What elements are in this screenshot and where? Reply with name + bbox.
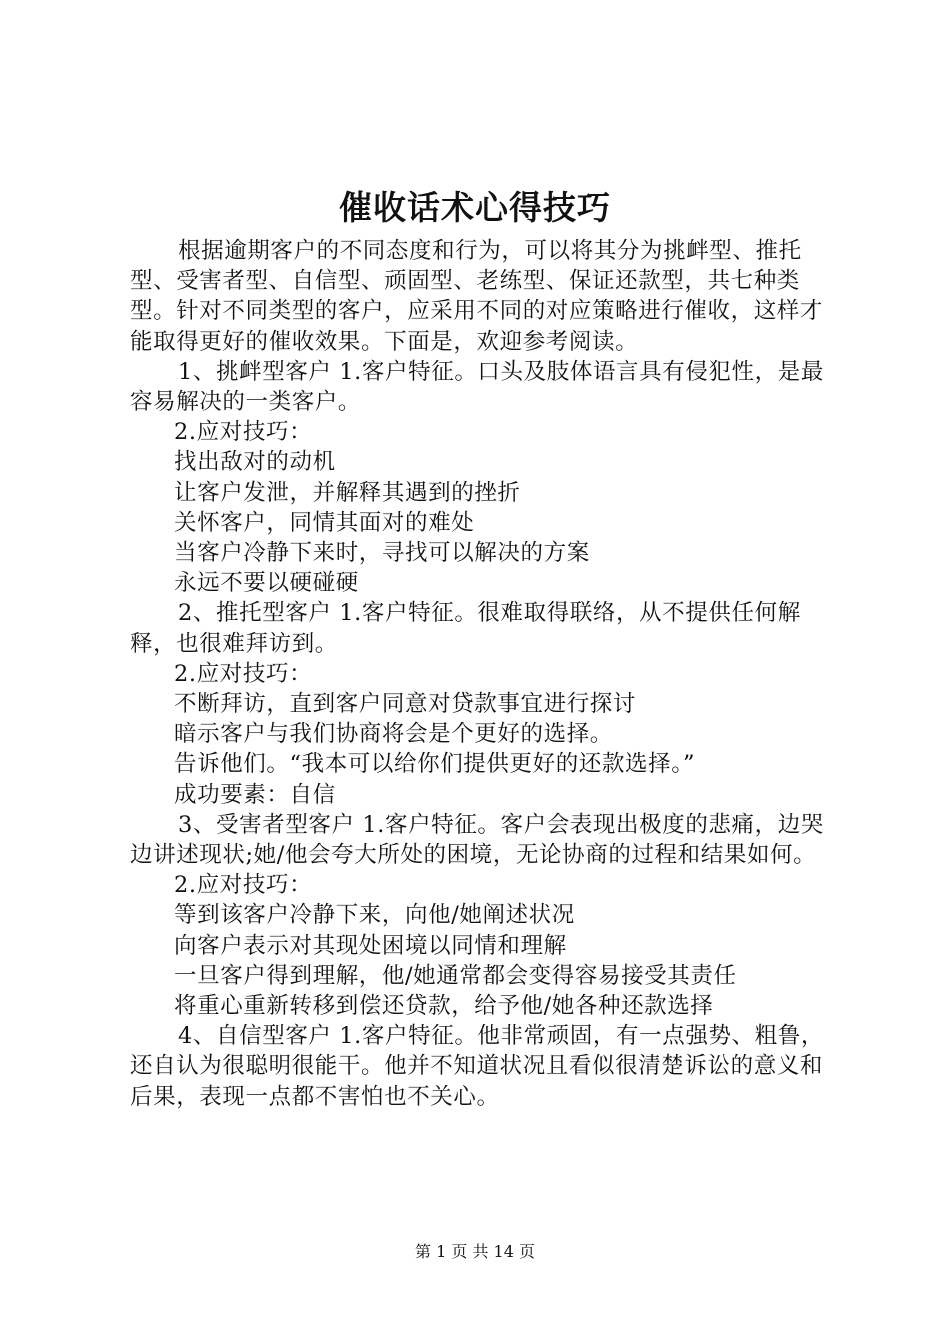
text-line: 永远不要以硬碰硬 (174, 570, 359, 597)
text-line: 关怀客户，同情其面对的难处 (174, 509, 475, 536)
text-line: 告诉他们。“我本可以给你们提供更好的还款选择。” (174, 751, 696, 778)
text-line: 不断拜访，直到客户同意对贷款事宜进行探讨 (174, 691, 637, 718)
paragraph: 根据逾期客户的不同态度和行为，可以将其分为挑衅型、推托型、受害者型、自信型、顽固型、老练型、保证还款型，共七种类型。针对不同类型的客户，应采用不同的对应策略进行催收，这样才能取得更好的催收效果。下面是，欢迎参考阅读。 (130, 238, 824, 355)
text-line: 暗示客户与我们协商将会是个更好的选择。 (174, 721, 613, 748)
page-footer: 第 1 页 共 14 页 (415, 1242, 535, 1261)
text-line: 将重心重新转移到偿还贷款，给予他/她各种还款选择 (174, 993, 714, 1020)
text-line: 一旦客户得到理解，他/她通常都会变得容易接受其责任 (174, 962, 737, 989)
text-line: 向客户表示对其现处困境以同情和理解 (174, 932, 567, 959)
text-line: 2.应对技巧： (174, 660, 313, 687)
paragraph: 2、推托型客户 1.客户特征。很难取得联络，从不提供任何解释，也很难拜访到。 (130, 600, 801, 657)
text-line: 2.应对技巧： (174, 872, 313, 899)
text-line: 让客户发泄，并解释其遇到的挫折 (174, 479, 521, 506)
text-line: 2.应对技巧： (174, 419, 313, 446)
paragraph: 1、挑衅型客户 1.客户特征。口头及肢体语言具有侵犯性，是最容易解决的一类客户。 (130, 358, 824, 416)
text-line: 等到该客户冷静下来，向他/她阐述状况 (174, 902, 575, 929)
document-title: 催收话术心得技巧 (339, 188, 611, 227)
text-line: 当客户冷静下来时，寻找可以解决的方案 (174, 540, 590, 567)
text-line: 找出敌对的动机 (174, 449, 336, 476)
text-line: 成功要素：自信 (174, 781, 336, 808)
paragraph: 4、自信型客户 1.客户特征。他非常顽固，有一点强势、粗鲁，还自认为很聪明很能干。他并不知道状况且看似很清楚诉讼的意义和后果，表现一点都不害怕也不关心。 (130, 1023, 824, 1110)
document-body (130, 236, 840, 1112)
paragraph: 3、受害者型客户 1.客户特征。客户会表现出极度的悲痛，边哭边讲述现状;她/他会夸大所处的困境，无论协商的过程和结果如何。 (130, 811, 824, 869)
